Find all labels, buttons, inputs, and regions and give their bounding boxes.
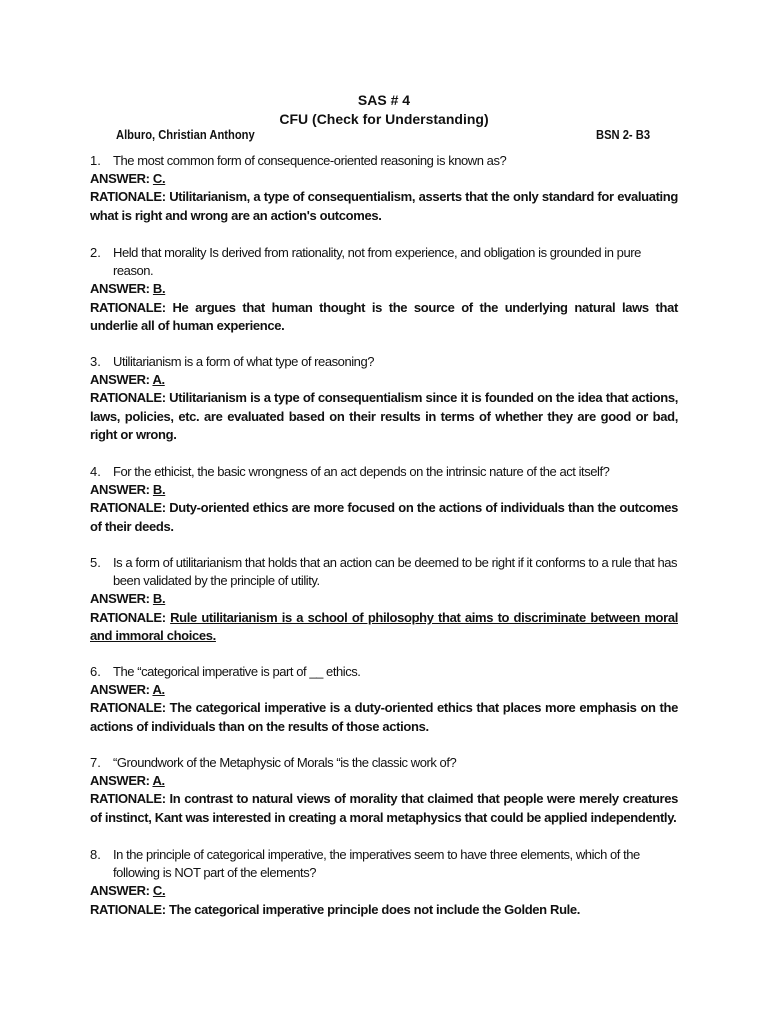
document-subtitle: CFU (Check for Understanding) [279,111,489,127]
answer-line [90,882,678,900]
rationale-line [90,790,678,826]
question [90,463,678,481]
question-text: Is a form of utilitarianism that holds that an action can be deemed to be right if it conforms to a rule that has been validated by the principle of utility. [113,555,678,589]
rationale-label: RATIONALE: [90,791,166,807]
question-block-3 [90,353,678,444]
rationale-label: RATIONALE: [90,390,166,406]
answer-label: ANSWER: [90,482,150,498]
answer-letter: C. [152,171,166,187]
rationale-line [90,499,678,535]
answer-letter: B. [152,482,166,498]
answer-label: ANSWER: [90,372,150,388]
question-number: 5. [90,555,101,570]
rationale-text: He argues that human thought is the source of the underlying natural laws that underlie all of human experience. [90,299,678,333]
rationale-label: RATIONALE: [90,700,166,716]
answer-label: ANSWER: [90,171,150,187]
rationale-line [90,389,678,444]
answer-label: ANSWER: [90,281,150,297]
rationale-text: In contrast to natural views of morality that claimed that people were merely creatures of instinct, Kant was interested in creating a moral metaphysics that could be applied independently. [90,791,678,825]
question-block-1 [90,152,678,225]
question-text: Held that morality Is derived from rationality, not from experience, and obligation is grounded in pure reason. [113,245,641,279]
question [90,353,678,371]
question-text: “Groundwork of the Metaphysic of Morals “is the classic work of? [113,755,457,770]
document-title: SAS # 4 [357,92,411,108]
rationale-label: RATIONALE: [90,299,166,315]
rationale-label: RATIONALE: [90,609,166,625]
question-number: 2. [90,245,101,260]
rationale-line [90,609,678,645]
question-text: For the ethicist, the basic wrongness of an act depends on the intrinsic nature of the act itself? [113,464,610,479]
answer-line [90,481,678,499]
rationale-line [90,188,678,224]
rationale-text: Utilitarianism, a type of consequentialism, asserts that the only standard for evaluating what is right and wrong are an action's outcomes. [90,189,678,223]
student-section: BSN 2- B3 [596,127,651,142]
answer-letter: A. [152,372,165,388]
rationale-text: Duty-oriented ethics are more focused on the actions of individuals than the outcomes of their deeds. [90,500,678,534]
question-block-8 [90,846,678,919]
answer-line [90,590,678,608]
question [90,152,678,170]
question-text: In the principle of categorical imperative, the imperatives seem to have three elements, which of the following is NOT part of the elements? [113,847,640,881]
question [90,663,678,681]
question-text: The “categorical imperative is part of __ ethics. [113,664,361,679]
question-number: 7. [90,755,101,770]
question [90,244,678,280]
question-number: 6. [90,664,101,679]
answer-letter: B. [152,591,166,607]
rationale-line [90,699,678,735]
question-block-2 [90,244,678,335]
answer-label: ANSWER: [90,591,150,607]
question-number: 1. [90,153,101,168]
question-block-7 [90,754,678,827]
answer-label: ANSWER: [90,773,150,789]
question [90,554,678,590]
question-number: 3. [90,354,101,369]
rationale-label: RATIONALE: [90,500,166,516]
answer-label: ANSWER: [90,682,150,698]
student-name: Alburo, Christian Anthony [116,127,255,142]
answer-letter: A. [152,773,165,789]
answer-line [90,280,678,298]
question-block-5 [90,554,678,645]
answer-line [90,772,678,790]
question [90,846,678,882]
answer-label: ANSWER: [90,883,150,899]
answer-line [90,170,678,188]
rationale-text: The categorical imperative principle does not include the Golden Rule. [168,901,581,917]
answer-line [90,371,678,389]
answer-line [90,681,678,699]
rationale-line [90,901,678,919]
rationale-text: The categorical imperative is a duty-oriented ethics that places more emphasis on the actions of individuals than on the results of those actions. [90,700,678,734]
rationale-text: Rule utilitarianism is a school of philosophy that aims to discriminate between moral and immoral choices. [90,609,678,643]
question-number: 8. [90,847,101,862]
rationale-label: RATIONALE: [90,189,166,205]
rationale-line [90,299,678,335]
rationale-label: RATIONALE: [90,901,166,917]
question-number: 4. [90,464,101,479]
rationale-text: Utilitarianism is a type of consequentialism since it is founded on the idea that actions, laws, policies, etc. are evaluated based on their results in terms of whether they are good or bad, right or wrong. [90,390,678,442]
question-text: Utilitarianism is a form of what type of reasoning? [113,354,375,369]
answer-letter: C. [152,883,166,899]
answer-letter: A. [152,682,165,698]
question-block-4 [90,463,678,536]
question-block-6 [90,663,678,736]
question-text: The most common form of consequence-oriented reasoning is known as? [113,153,507,168]
question [90,754,678,772]
answer-letter: B. [152,281,166,297]
